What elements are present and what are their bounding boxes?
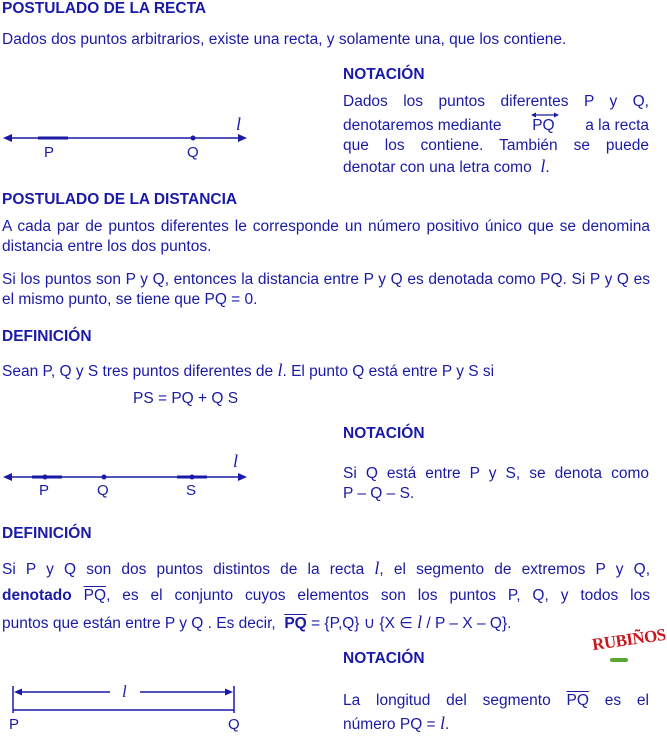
- rubinos-logo: RUBIÑOS: [590, 624, 667, 655]
- label-q-3: Q: [228, 716, 240, 733]
- postulado-distancia-text1: A cada par de puntos diferentes le corresponde un número positivo único que se denomina distancia entre los dos puntos.: [2, 218, 650, 255]
- notacion-2-title: NOTACIÓN: [343, 425, 425, 442]
- notacion-1-line2: [343, 112, 649, 136]
- notacion-1-line4: denotar con una letra como l.: [343, 156, 550, 176]
- definicion-2-title: DEFINICIÓN: [2, 525, 92, 542]
- label-l-3: l: [122, 682, 127, 701]
- notacion-1-title: NOTACIÓN: [343, 66, 425, 83]
- label-l: l: [236, 114, 242, 134]
- label-q: Q: [187, 144, 199, 161]
- logo-underline: [610, 658, 628, 662]
- arrow-right-1: [238, 134, 247, 142]
- label-l-2: l: [233, 451, 239, 471]
- arrow-right-2: [238, 473, 247, 481]
- label-p-2: P: [39, 482, 50, 499]
- label-p: P: [44, 144, 55, 161]
- postulado-recta-title: POSTULADO DE LA RECTA: [2, 0, 207, 17]
- notacion-1-line2a: denotaremos mediante: [343, 117, 502, 134]
- figure-segment-pq: [0, 675, 260, 731]
- postulado-distancia-text2: Si los puntos son P y Q, entonces la distancia entre P y Q es denotada como PQ. Si P y Q es el mismo punto, se tiene que PQ = 0.: [2, 271, 650, 308]
- double-arrow-icon: [531, 111, 559, 119]
- definicion-2-text: Si P y Q son dos puntos distintos de la recta l, el segmento de extremos P y Q, denotado $\overline{PQ}$, es el conjunto cuyos elementos son los puntos P, Q, y todos los puntos que están entre P y Q . Es decir, $\overline{PQ} = \{P,Q\}$ ∪ {X ∈ l / P – X – Q}.: [2, 558, 651, 632]
- point-s-dot: [190, 475, 195, 480]
- postulado-recta-text: Dados dos puntos arbitrarios, existe una recta, y solamente una, que los contiene.: [2, 31, 567, 48]
- notacion-1-text: [343, 92, 649, 178]
- notacion-1-line3: que los contiene. También se puede: [343, 137, 649, 154]
- label-q-2: Q: [97, 482, 109, 499]
- label-p-3: P: [9, 716, 20, 733]
- notacion-3-title: NOTACIÓN: [343, 650, 425, 667]
- pq-line-symbol: PQ: [532, 116, 554, 136]
- notacion-3-text: La longitud del segmento $\overline{PQ}$ es el número PQ = l.: [343, 692, 649, 733]
- notacion-1-line2b: a la recta: [585, 117, 649, 134]
- notacion-1-line1: Dados los puntos diferentes P y Q,: [343, 93, 649, 110]
- definicion-1-text: Sean P, Q y S tres puntos diferentes de l. El punto Q está entre P y S si: [2, 360, 495, 380]
- point-p-dot-2: [43, 475, 48, 480]
- notacion-2-text: Si Q está entre P y S, se denota como P – Q – S.: [343, 465, 649, 502]
- point-q-dot-2: [102, 475, 107, 480]
- arrow-left-1: [3, 134, 12, 142]
- definicion-1-title: DEFINICIÓN: [2, 328, 92, 345]
- figure-line-pq: [0, 110, 260, 165]
- point-q-dot: [191, 136, 196, 141]
- arrow-left-2: [3, 473, 12, 481]
- postulado-distancia-title: POSTULADO DE LA DISTANCIA: [2, 191, 238, 208]
- definicion-1-formula: PS = PQ + Q S: [133, 390, 239, 407]
- label-s-2: S: [186, 482, 197, 499]
- figure-line-pqs: [0, 450, 260, 502]
